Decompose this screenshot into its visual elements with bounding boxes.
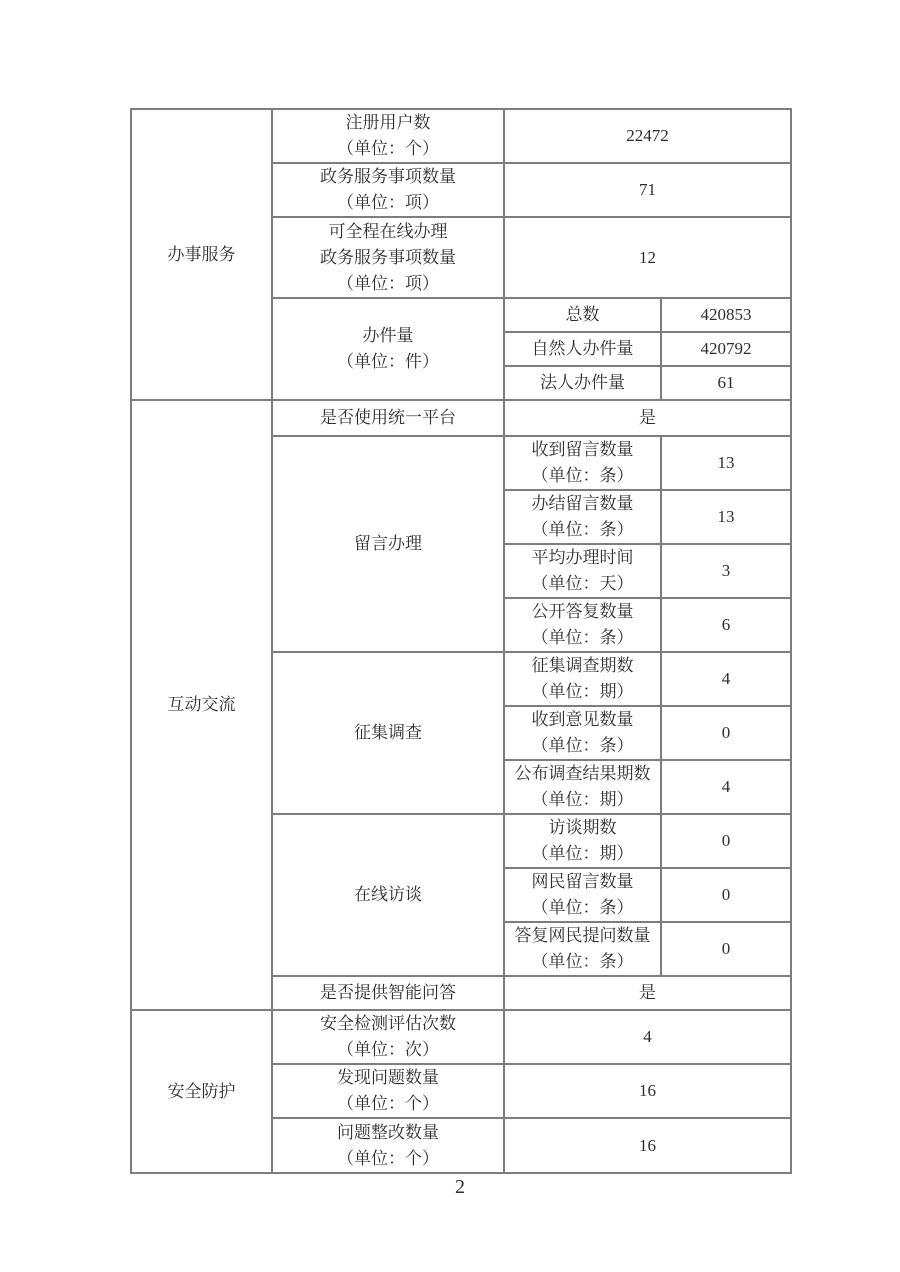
subrow-value-average-time: 3	[661, 544, 791, 598]
subrow-label-messages-received: 收到留言数量 （单位：条）	[504, 436, 661, 490]
table-row	[131, 109, 791, 163]
row-label-problems-rectified: 问题整改数量 （单位：个）	[272, 1118, 504, 1173]
subrow-label-public-replies: 公开答复数量 （单位：条）	[504, 598, 661, 652]
table-row	[131, 400, 791, 436]
subrow-label-survey-periods: 征集调查期数 （单位：期）	[504, 652, 661, 706]
row-value-service-items: 71	[504, 163, 791, 217]
subrow-value-opinions-received: 0	[661, 706, 791, 760]
row-value-security-assessments: 4	[504, 1010, 791, 1064]
table-row	[131, 1010, 791, 1064]
subrow-label-interview-periods: 访谈期数 （单位：期）	[504, 814, 661, 868]
subrow-value-survey-periods: 4	[661, 652, 791, 706]
subrow-label-legal-person: 法人办件量	[504, 366, 661, 400]
subrow-value-total: 420853	[661, 298, 791, 332]
section-title: 办事服务	[167, 244, 236, 264]
row-label-online-items: 可全程在线办理 政务服务事项数量 （单位：项）	[272, 217, 504, 298]
row-label-smart-qa: 是否提供智能问答	[272, 976, 504, 1010]
subrow-label-natural-person: 自然人办件量	[504, 332, 661, 366]
subrow-value-legal-person: 61	[661, 366, 791, 400]
section-title: 安全防护	[167, 1081, 236, 1101]
subrow-label-average-time: 平均办理时间 （单位：天）	[504, 544, 661, 598]
row-label-service-items: 政务服务事项数量 （单位：项）	[272, 163, 504, 217]
row-value-problems-found: 16	[504, 1064, 791, 1118]
row-label-online-interview: 在线访谈	[272, 814, 504, 976]
subrow-value-public-replies: 6	[661, 598, 791, 652]
row-value-online-items: 12	[504, 217, 791, 298]
row-label-security-assessments: 安全检测评估次数 （单位：次）	[272, 1010, 504, 1064]
row-value-unified-platform: 是	[504, 400, 791, 436]
row-label-survey: 征集调查	[272, 652, 504, 814]
row-label-unified-platform: 是否使用统一平台	[272, 400, 504, 436]
subrow-value-natural-person: 420792	[661, 332, 791, 366]
subrow-value-netizen-messages: 0	[661, 868, 791, 922]
subrow-label-opinions-received: 收到意见数量 （单位：条）	[504, 706, 661, 760]
row-label-registered-users: 注册用户数 （单位：个）	[272, 109, 504, 163]
section-label-anquan	[131, 1010, 272, 1173]
subrow-value-messages-received: 13	[661, 436, 791, 490]
row-value-problems-rectified: 16	[504, 1118, 791, 1173]
row-label-problems-found: 发现问题数量 （单位：个）	[272, 1064, 504, 1118]
subrow-label-results-published: 公布调查结果期数 （单位：期）	[504, 760, 661, 814]
subrow-label-netizen-messages: 网民留言数量 （单位：条）	[504, 868, 661, 922]
row-label-message-handling: 留言办理	[272, 436, 504, 652]
row-value-smart-qa: 是	[504, 976, 791, 1010]
subrow-value-messages-completed: 13	[661, 490, 791, 544]
section-label-hudong	[131, 400, 272, 1010]
subrow-value-interview-periods: 0	[661, 814, 791, 868]
subrow-label-messages-completed: 办结留言数量 （单位：条）	[504, 490, 661, 544]
subrow-value-results-published: 4	[661, 760, 791, 814]
row-value-registered-users: 22472	[504, 109, 791, 163]
statistics-table	[130, 108, 792, 1174]
row-label-case-volume: 办件量 （单位：件）	[272, 298, 504, 400]
section-title: 互动交流	[167, 695, 236, 714]
page-number: 2	[455, 1176, 465, 1198]
section-label-banshi	[131, 109, 272, 400]
subrow-value-questions-answered: 0	[661, 922, 791, 976]
subrow-label-total: 总数	[504, 298, 661, 332]
subrow-label-questions-answered: 答复网民提问数量 （单位：条）	[504, 922, 661, 976]
